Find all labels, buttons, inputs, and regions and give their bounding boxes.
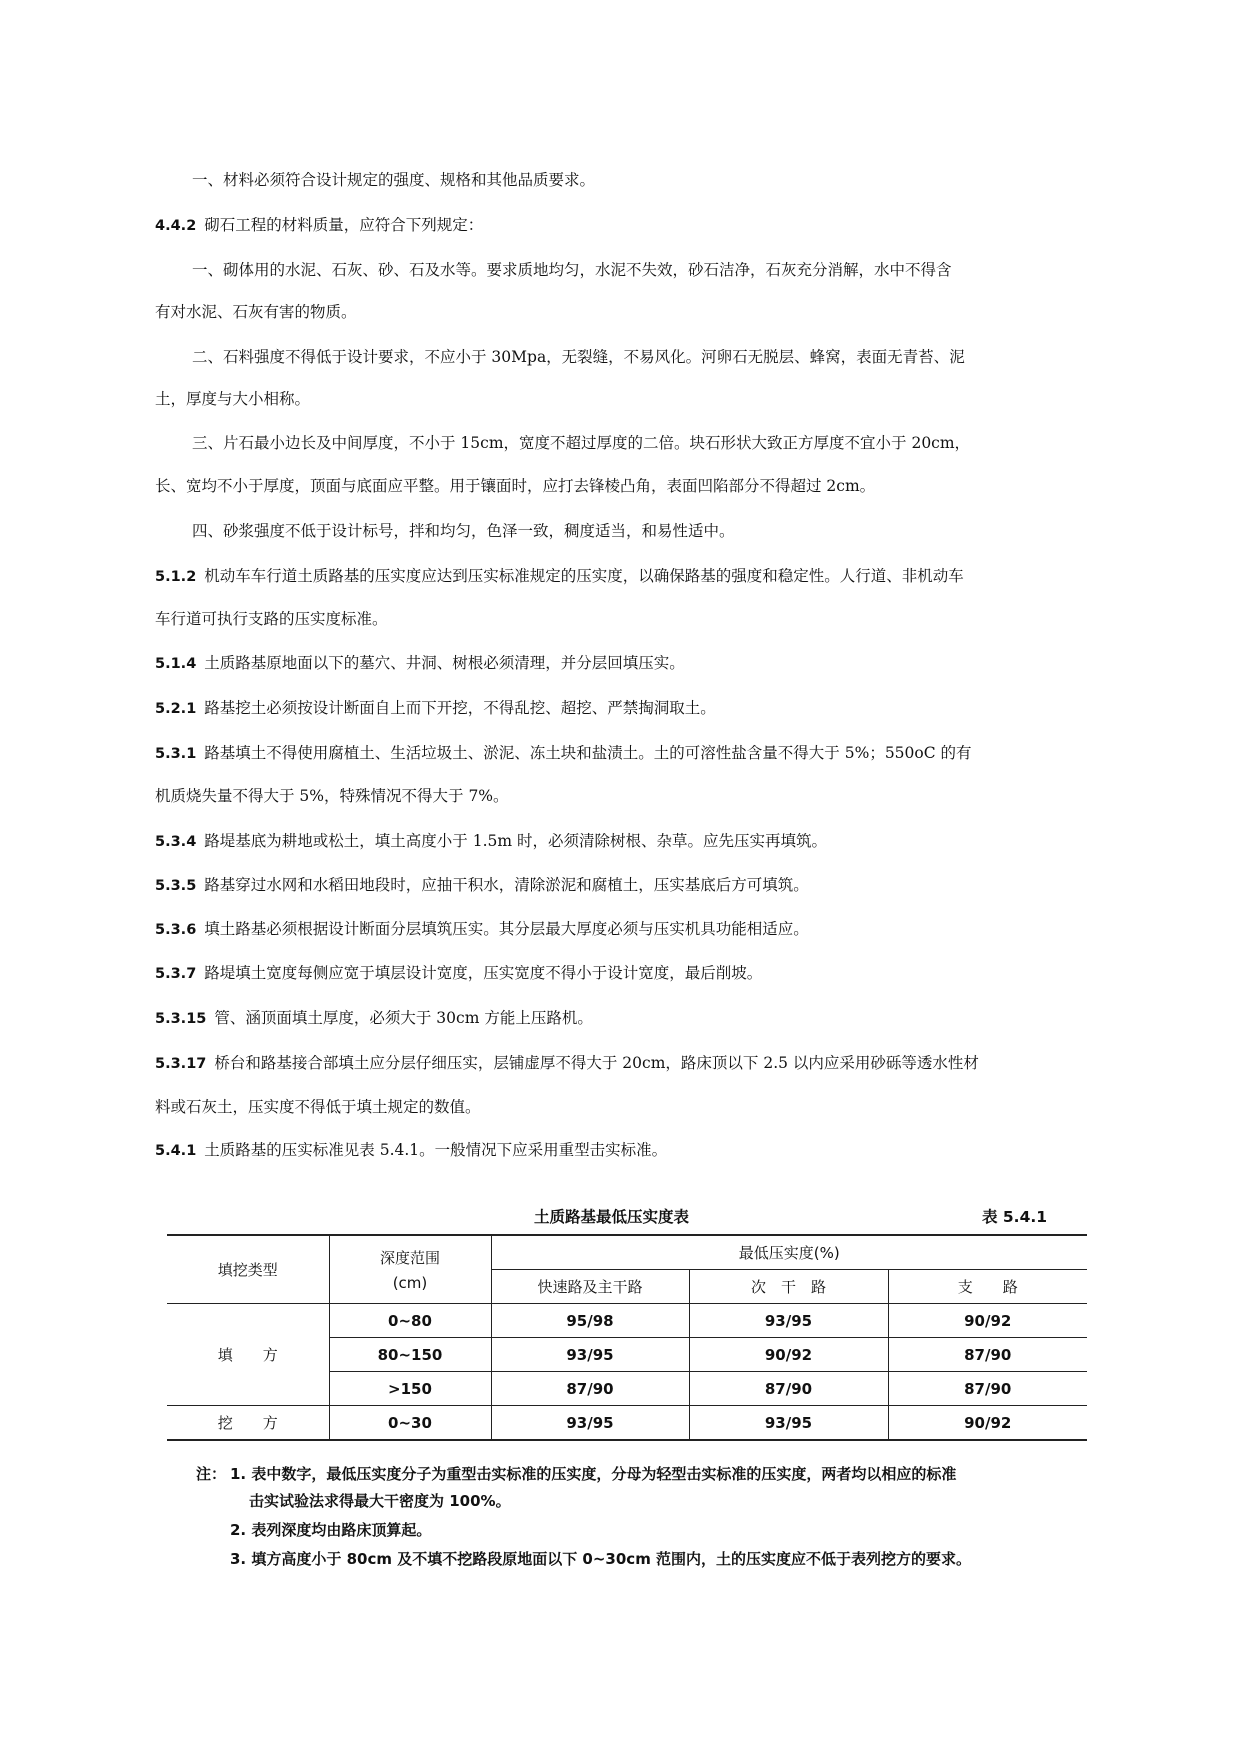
text-line xyxy=(155,347,1115,367)
text-line xyxy=(155,963,1115,984)
value-cell: 90/92 xyxy=(888,1304,1087,1338)
paragraph-text: 二、石料强度不得低于设计要求，不应小于 30Mpa，无裂缝，不易风化。河卵石无脱层、蜂窝，表面无青苔、泥 xyxy=(192,348,965,366)
text-line xyxy=(155,786,1115,806)
text-line xyxy=(155,215,1115,236)
text-line xyxy=(155,521,1115,541)
paragraph-text: 路基穿过水网和水稻田地段时，应抽干积水，清除淤泥和腐植土，压实基底后方可填筑。 xyxy=(204,876,809,894)
header-depth-label: 深度范围 xyxy=(379,1249,440,1267)
header-depth-unit: (cm) xyxy=(392,1274,428,1292)
cut-label: 挖 方 xyxy=(167,1406,329,1441)
fill-label: 填 方 xyxy=(167,1304,329,1406)
text-line xyxy=(155,743,1115,764)
section-number: 5.3.7 xyxy=(155,966,197,982)
section-number: 5.3.4 xyxy=(155,834,197,850)
header-min-compaction: 最低压实度(%) xyxy=(491,1235,1087,1270)
paragraph-text: 机质烧失量不得大于 5%，特殊情况不得大于 7%。 xyxy=(155,787,509,805)
text-line xyxy=(155,919,1115,940)
paragraph-text: 路堤填土宽度每侧应宽于填层设计宽度，压实宽度不得小于设计宽度，最后削坡。 xyxy=(204,964,763,982)
note-1b: 击实试验法求得最大干密度为 100%。 xyxy=(249,1492,511,1510)
text-line xyxy=(155,566,1115,587)
header-secondary: 次 干 路 xyxy=(689,1270,888,1304)
text-line xyxy=(155,1053,1115,1074)
text-line xyxy=(155,1097,1115,1117)
value-cell: 87/90 xyxy=(689,1372,888,1406)
note-1a: 1. 表中数字，最低压实度分子为重型击实标准的压实度，分母为轻型击实标准的压实度，两者均以相应的标准 xyxy=(230,1465,957,1483)
text-line xyxy=(155,260,1115,280)
section-number: 5.3.17 xyxy=(155,1056,207,1072)
header-branch: 支 路 xyxy=(888,1270,1087,1304)
paragraph-text: 路基填土不得使用腐植土、生活垃圾土、淤泥、冻土块和盐渍土。土的可溶性盐含量不得大于 5%；550oC 的有 xyxy=(204,744,972,762)
text-line xyxy=(155,698,1115,719)
table-title: 土质路基最低压实度表 xyxy=(534,1208,690,1226)
table-row xyxy=(167,1406,1087,1441)
depth-cell: 0~80 xyxy=(329,1304,491,1338)
section-number: 5.4.1 xyxy=(155,1143,197,1159)
paragraph-text: 填土路基必须根据设计断面分层填筑压实。其分层最大厚度必须与压实机具功能相适应。 xyxy=(204,920,809,938)
paragraph-text: 一、砌体用的水泥、石灰、砂、石及水等。要求质地均匀，水泥不失效，砂石洁净，石灰充分消解，水中不得含 xyxy=(192,261,952,279)
value-cell: 87/90 xyxy=(491,1372,689,1406)
value-cell: 90/92 xyxy=(888,1406,1087,1441)
value-cell: 93/95 xyxy=(491,1338,689,1372)
paragraph-text: 砌石工程的材料质量，应符合下列规定： xyxy=(204,216,484,234)
value-cell: 93/95 xyxy=(491,1406,689,1441)
paragraph-text: 车行道可执行支路的压实度标准。 xyxy=(155,610,388,628)
paragraph-text: 管、涵顶面填土厚度，必须大于 30cm 方能上压路机。 xyxy=(214,1009,593,1027)
paragraph-text: 四、砂浆强度不低于设计标号，拌和均匀，色泽一致，稠度适当，和易性适中。 xyxy=(192,522,735,540)
section-number: 5.3.5 xyxy=(155,878,197,894)
compaction-table xyxy=(167,1234,1087,1441)
paragraph-text: 机动车车行道土质路基的压实度应达到压实标准规定的压实度，以确保路基的强度和稳定性。人行道、非机动车 xyxy=(204,567,964,585)
section-number: 4.4.2 xyxy=(155,218,197,234)
note-3: 3. 填方高度小于 80cm 及不填不挖路段原地面以下 0~30cm 范围内，土的压实度应不低于表列挖方的要求。 xyxy=(230,1550,972,1568)
depth-cell: 80~150 xyxy=(329,1338,491,1372)
paragraph-text: 土质路基原地面以下的墓穴、井洞、树根必须清理，并分层回填压实。 xyxy=(204,654,685,672)
value-cell: 87/90 xyxy=(888,1338,1087,1372)
text-line xyxy=(155,831,1115,852)
value-cell: 90/92 xyxy=(689,1338,888,1372)
table-label: 表 5.4.1 xyxy=(982,1208,1048,1226)
value-cell: 87/90 xyxy=(888,1372,1087,1406)
value-cell: 93/95 xyxy=(689,1406,888,1441)
paragraph-text: 长、宽均不小于厚度，顶面与底面应平整。用于镶面时，应打去锋棱凸角，表面凹陷部分不得超过 2cm。 xyxy=(155,477,876,495)
table-row xyxy=(167,1304,1087,1338)
header-depth xyxy=(329,1235,491,1304)
value-cell: 95/98 xyxy=(491,1304,689,1338)
paragraph-text: 料或石灰土，压实度不得低于填土规定的数值。 xyxy=(155,1098,481,1116)
section-number: 5.2.1 xyxy=(155,701,197,717)
text-line xyxy=(155,1008,1115,1029)
text-line xyxy=(155,433,1115,453)
paragraph-text: 一、材料必须符合设计规定的强度、规格和其他品质要求。 xyxy=(192,171,596,189)
paragraph-text: 有对水泥、石灰有害的物质。 xyxy=(155,303,357,321)
paragraph-text: 三、片石最小边长及中间厚度，不小于 15cm，宽度不超过厚度的二倍。块石形状大致正方厚度不宜小于 20cm， xyxy=(192,434,971,452)
value-cell: 93/95 xyxy=(689,1304,888,1338)
paragraph-text: 土，厚度与大小相称。 xyxy=(155,390,311,408)
note-prefix: 注： xyxy=(196,1465,227,1483)
section-number: 5.3.15 xyxy=(155,1011,207,1027)
text-line xyxy=(155,1140,1115,1161)
paragraph-text: 路基挖土必须按设计断面自上而下开挖，不得乱挖、超挖、严禁掏洞取土。 xyxy=(204,699,716,717)
note-2: 2. 表列深度均由路床顶算起。 xyxy=(230,1521,432,1539)
header-type: 填挖类型 xyxy=(167,1235,329,1304)
paragraph-text: 路堤基底为耕地或松土，填土高度小于 1.5m 时，必须清除树根、杂草。应先压实再填筑。 xyxy=(204,832,828,850)
section-number: 5.3.1 xyxy=(155,746,197,762)
text-line xyxy=(155,609,1115,629)
section-number: 5.1.4 xyxy=(155,656,197,672)
text-line xyxy=(155,302,1115,322)
paragraph-text: 桥台和路基接合部填土应分层仔细压实，层铺虚厚不得大于 20cm，路床顶以下 2.5 以内应采用砂砾等透水性材 xyxy=(214,1054,979,1072)
header-expressway: 快速路及主干路 xyxy=(491,1270,689,1304)
text-line xyxy=(155,389,1115,409)
section-number: 5.3.6 xyxy=(155,922,197,938)
text-line xyxy=(155,476,1115,496)
section-number: 5.1.2 xyxy=(155,569,197,585)
depth-cell: 0~30 xyxy=(329,1406,491,1441)
depth-cell: >150 xyxy=(329,1372,491,1406)
text-line xyxy=(155,170,1115,190)
paragraph-text: 土质路基的压实标准见表 5.4.1。一般情况下应采用重型击实标准。 xyxy=(204,1141,668,1159)
text-line xyxy=(155,875,1115,896)
text-line xyxy=(155,653,1115,674)
